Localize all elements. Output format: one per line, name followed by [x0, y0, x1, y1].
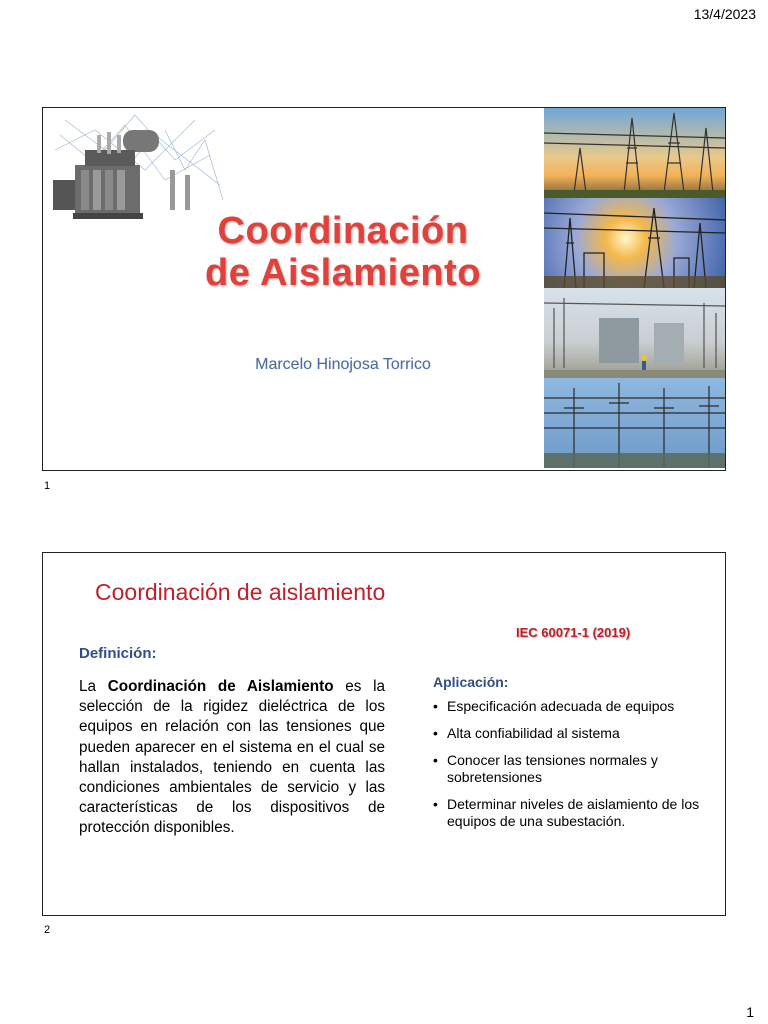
- definition-prefix: La: [79, 678, 108, 695]
- slide-1: [42, 107, 726, 471]
- substation-equipment-photo: [544, 288, 726, 378]
- definition-text: [79, 677, 385, 839]
- application-list: [433, 698, 703, 840]
- application-item: • Especificación adecuada de equipos: [433, 698, 703, 715]
- application-item: • Conocer las tensiones normales y sobretensiones: [433, 752, 703, 786]
- substation-sun-photo: [544, 198, 726, 288]
- photo-strip: [544, 108, 726, 470]
- definition-body: es la selección de la rigidez dieléctrica de los equipos en relación con las tensiones que pueden aparecer en el sistema en el cual se hallan instalados, teniendo en cuenta las condiciones ambientales de servicio y las características de los dispositivos de protección disponibles.: [79, 678, 385, 837]
- slide-1-author: Marcelo Hinojosa Torrico: [255, 356, 431, 373]
- slide-2-number: 2: [44, 924, 51, 936]
- definition-term: Coordinación de Aislamiento: [107, 678, 334, 695]
- application-heading: Aplicación:: [433, 674, 509, 690]
- slide-1-title: Coordinación de Aislamiento: [205, 210, 481, 294]
- substation-lines-photo: [544, 378, 726, 468]
- slide-2-title: Coordinación de aislamiento: [95, 579, 386, 605]
- application-item: • Alta confiabilidad al sistema: [433, 725, 703, 742]
- standard-reference: IEC 60071-1 (2019): [516, 625, 631, 640]
- transformer-illustration: [45, 110, 225, 225]
- page-number: 1: [746, 1004, 754, 1020]
- application-item: • Determinar niveles de aislamiento de los equipos de una subestación.: [433, 796, 703, 830]
- slide-2: [42, 552, 726, 916]
- document-date: 13/4/2023: [693, 6, 756, 22]
- sunset-towers-photo: [544, 108, 726, 198]
- definition-heading: Definición:: [79, 645, 157, 662]
- slide-1-number: 1: [44, 480, 51, 492]
